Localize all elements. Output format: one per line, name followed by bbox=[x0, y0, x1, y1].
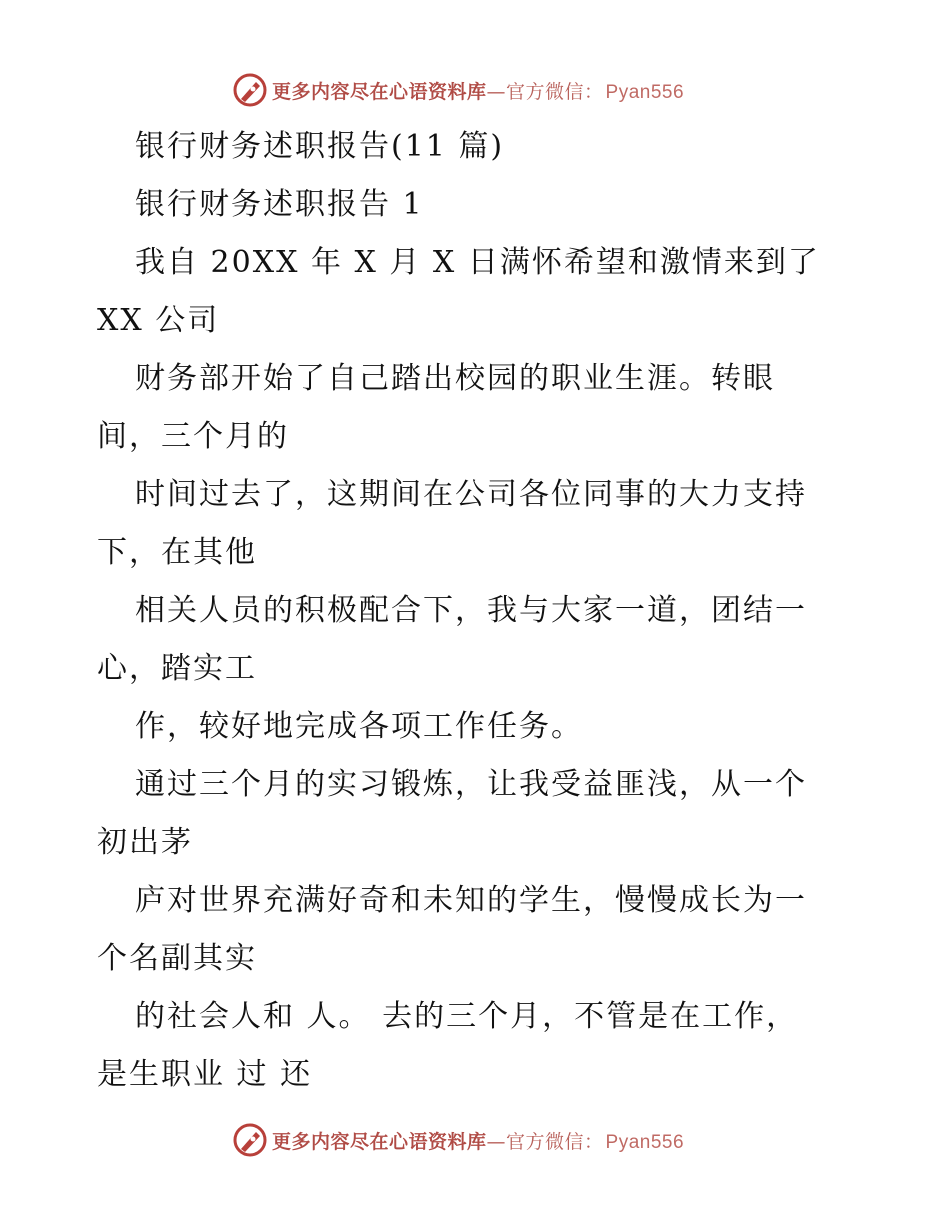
watermark-wechat-id: Pyan556 bbox=[605, 1131, 685, 1153]
doc-line: 是生职业 过 还 bbox=[97, 1057, 313, 1092]
footer-watermark bbox=[232, 1120, 684, 1160]
watermark-text bbox=[272, 1127, 684, 1154]
doc-line: 财务部开始了自己踏出校园的职业生涯。转眼 bbox=[135, 361, 775, 396]
doc-line: 下，在其他 bbox=[97, 535, 257, 570]
document-body bbox=[97, 118, 857, 1104]
doc-line: 银行财务述职报告(11 篇) bbox=[135, 129, 505, 164]
pen-logo-icon bbox=[232, 1122, 268, 1158]
doc-line: 庐对世界充满好奇和未知的学生，慢慢成长为一 bbox=[135, 883, 807, 918]
doc-line: 初出茅 bbox=[97, 825, 193, 860]
doc-line: XX 公司 bbox=[97, 303, 220, 338]
doc-line: 银行财务述职报告 1 bbox=[135, 187, 424, 222]
doc-line: 我自 20XX 年 X 月 X 日满怀希望和激情来到了 bbox=[135, 245, 820, 280]
pen-logo-icon bbox=[232, 72, 268, 108]
watermark-text bbox=[272, 77, 684, 104]
doc-line: 个名副其实 bbox=[97, 941, 257, 976]
watermark-wechat-id: Pyan556 bbox=[605, 81, 685, 103]
doc-line: 的社会人和 人。 去的三个月，不管是在工作， bbox=[135, 999, 799, 1034]
watermark-official-label: 官方微信： bbox=[506, 80, 604, 103]
header-watermark bbox=[232, 70, 684, 110]
watermark-brand: 更多内容尽在心语资料库 bbox=[272, 80, 487, 103]
doc-line: 心，踏实工 bbox=[97, 651, 257, 686]
doc-line: 作，较好地完成各项工作任务。 bbox=[135, 709, 583, 744]
doc-line: 时间过去了，这期间在公司各位同事的大力支持 bbox=[135, 477, 807, 512]
doc-line: 通过三个月的实习锻炼，让我受益匪浅，从一个 bbox=[135, 767, 807, 802]
watermark-separator: — bbox=[486, 80, 507, 103]
watermark-brand: 更多内容尽在心语资料库 bbox=[272, 1130, 487, 1153]
doc-line: 间，三个月的 bbox=[97, 419, 289, 454]
watermark-separator: — bbox=[486, 1130, 507, 1153]
doc-line: 相关人员的积极配合下，我与大家一道，团结一 bbox=[135, 593, 807, 628]
watermark-official-label: 官方微信： bbox=[506, 1130, 604, 1153]
